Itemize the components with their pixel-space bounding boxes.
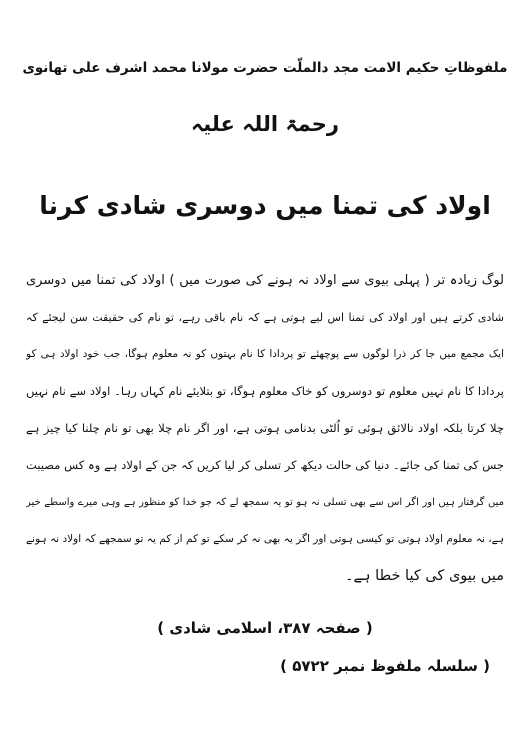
body-line: لوگ زیادہ تر ( پہلی بیوی سے اولاد نہ ہونے کی صورت میں ) اولاد کی تمنا میں دوسری bbox=[26, 273, 504, 288]
header-title: ملفوظاتِ حکیم الامت مجد دالملّت حضرت مولانا محمد اشرف علی تھانوی bbox=[22, 60, 508, 76]
body-line: میں گرفتار ہیں اور اگر اس سے بھی تسلی نہ ہو تو یہ سمجھ لے کہ جو خدا کو منظور ہے وہی میرے واسطے خیر bbox=[26, 497, 504, 508]
body-line: ایک مجمع میں جا کر ذرا لوگوں سے پوچھئے تو پردادا کا نام بہتوں کو نہ معلوم ہوگا، جب خود اولاد ہی کو bbox=[26, 348, 504, 360]
article-title: اولاد کی تمنا میں دوسری شادی کرنا bbox=[39, 191, 491, 220]
body-line: چلا کرتا بلکہ اولاد نالائق ہوئی تو اُلٹی بدنامی ہوتی ہے، اور اگر نام چلا بھی تو نام چلنا کیا چیز ہے bbox=[26, 421, 504, 435]
body-line: جس کی تمنا کی جائے۔ دنیا کی حالت دیکھ کر تسلی کر لیا کریں کہ جن کے اولاد ہے وہ کس مصیبت bbox=[26, 458, 504, 472]
body-line: میں بیوی کی کیا خطا ہے۔ bbox=[345, 568, 504, 584]
series-number: ( سلسلہ ملفوظ نمبر ۵۷۲۲ ) bbox=[280, 657, 490, 675]
page-reference: ( صفحہ ۳۸۷، اسلامی شادی ) bbox=[157, 619, 373, 637]
body-line: شادی کرتے ہیں اور اولاد کی تمنا اس لیے ہوتی ہے کہ نام باقی رہے، تو نام کی حقیقت سن لیجئے کہ bbox=[26, 311, 504, 324]
article-body bbox=[26, 262, 504, 595]
body-line: پردادا کا نام نہیں معلوم تو دوسروں کو خاک معلوم ہوگا، تو بتلایئے نام کہاں رہا۔ اولاد سے نام نہیں bbox=[26, 384, 504, 398]
body-line: ہے، نہ معلوم اولاد ہوتی تو کیسی ہوتی اور اگر یہ بھی نہ کر سکے تو کم از کم یہ تو سمجھے کہ اولاد نہ ہونے bbox=[26, 533, 504, 545]
header-subtitle: رحمۃ اللہ علیہ bbox=[191, 112, 339, 136]
